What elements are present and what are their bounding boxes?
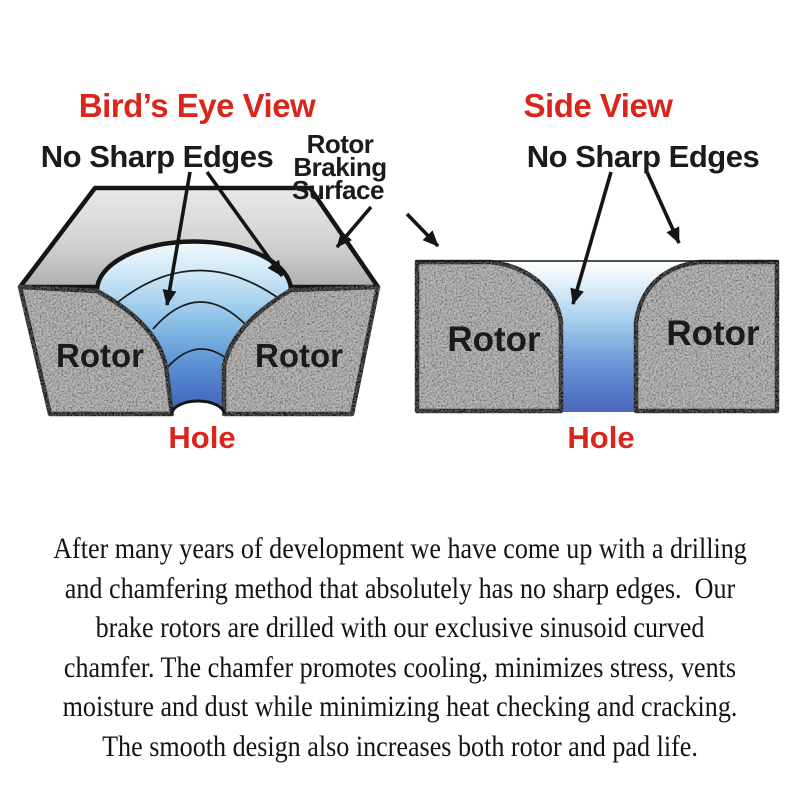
description-paragraph	[52, 529, 748, 766]
birdseye-hole-label: Hole	[168, 420, 236, 455]
paragraph-line: After many years of development we have come up with a drilling	[53, 532, 747, 565]
rotor-braking-surface-line3: Surface	[292, 175, 384, 205]
birdseye-rotor-left-label: Rotor	[56, 337, 144, 374]
rotor-braking-surface-line1: Rotor	[306, 129, 374, 159]
rotor-braking-surface-line2: Braking	[293, 152, 387, 182]
sideview-hole-label: Hole	[567, 420, 635, 455]
paragraph-line: brake rotors are drilled with our exclusive sinusoid curved	[95, 611, 705, 644]
birdseye-no-sharp-edges-label: No Sharp Edges	[40, 139, 274, 174]
sideview-rotor-right-label: Rotor	[666, 314, 760, 353]
paragraph-line: The smooth design also increases both rotor and pad life.	[102, 729, 698, 763]
rotor-braking-surface-label	[292, 129, 387, 205]
arrow-braking-surface-to-birdseye	[337, 207, 371, 247]
paragraph-line: chamfer. The chamfer promotes cooling, minimizes stress, vents	[63, 650, 737, 684]
arrow-braking-surface-to-sideview	[407, 214, 438, 246]
birdseye-view-diagram	[20, 188, 378, 414]
sideview-no-sharp-edges-label: No Sharp Edges	[526, 139, 760, 174]
birdseye-title: Bird’s Eye View	[78, 87, 316, 124]
arrow-sideview-no-sharp-edges-right	[647, 172, 679, 243]
paragraph-line: moisture and dust while minimizing heat checking and cracking.	[62, 690, 738, 723]
birdseye-rotor-right-label: Rotor	[255, 337, 343, 374]
paragraph-line: and chamfering method that absolutely has no sharp edges. Our	[64, 571, 736, 605]
sideview-title: Side View	[523, 87, 673, 124]
sideview-rotor-left-label: Rotor	[447, 320, 541, 359]
